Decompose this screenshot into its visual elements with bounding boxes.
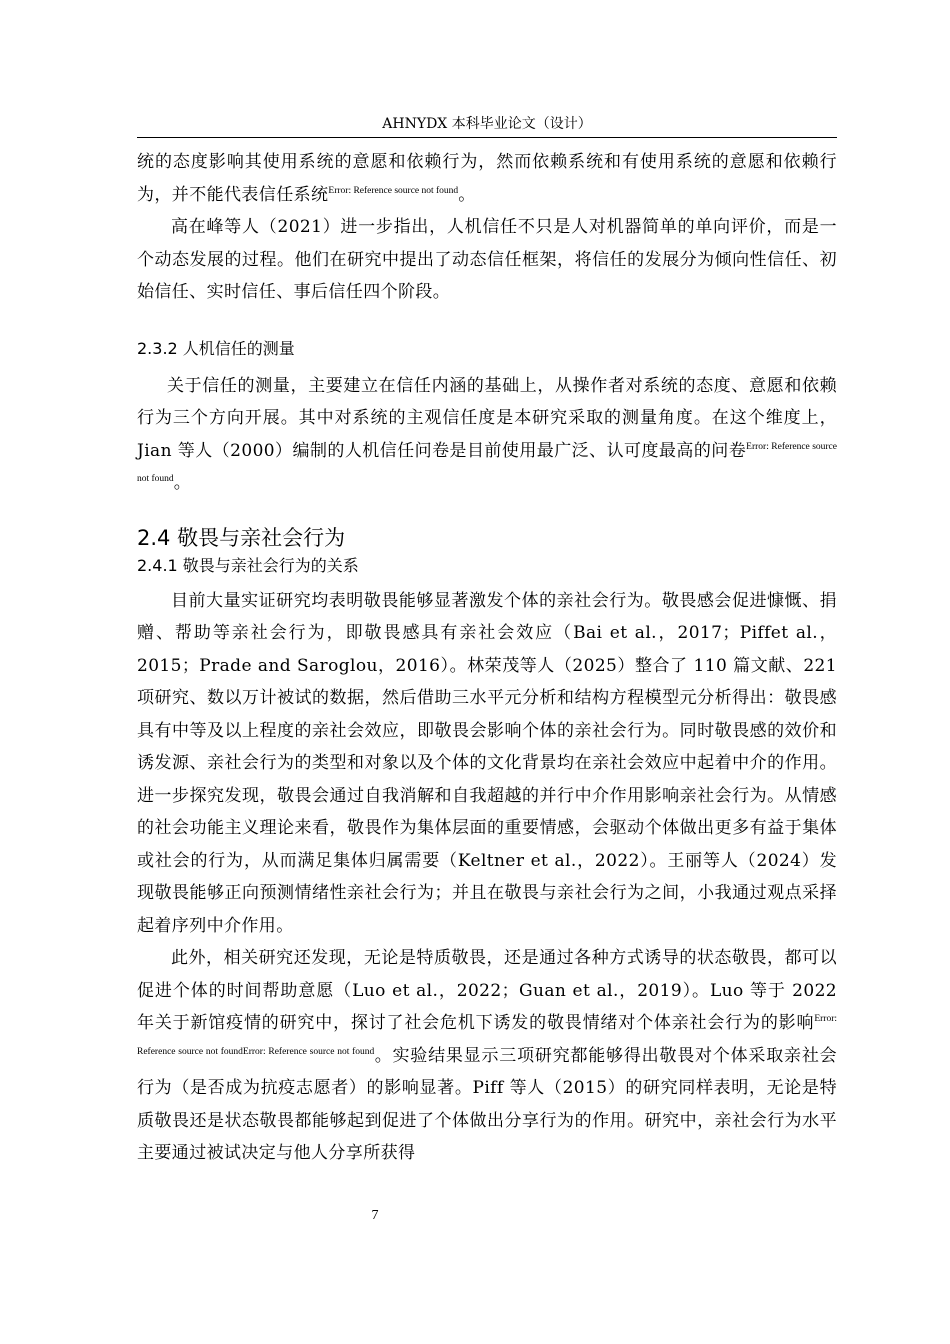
header-divider [137, 137, 837, 138]
paragraph-awe-helping [137, 942, 837, 1170]
heading-2-4-1: 2.4.1 敬畏与亲社会行为的关系 [137, 555, 359, 575]
reference-error: Error: Reference source not found [242, 1046, 375, 1057]
paragraph-tail: 。 [458, 184, 476, 205]
heading-2-3-2: 2.3.2 人机信任的测量 [137, 338, 295, 358]
page-header-title: AHNYDX 本科毕业论文（设计） [382, 116, 592, 132]
paragraph-tail: 。实验结果显示三项研究都能够得出敬畏对个体采取亲社会行为（是否成为抗疫志愿者）的影响显著。Piff 等人（2015）的研究同样表明，无论是特质敬畏还是状态敬畏都能够起到促进了个体做出分享行为的作用。研究中，亲社会行为水平主要通过被试决定与他人分享所获得 [137, 1045, 838, 1163]
heading-2-4: 2.4 敬畏与亲社会行为 [137, 525, 346, 550]
paragraph-tail: 。 [173, 473, 192, 493]
paragraph-text: 此外，相关研究还发现，无论是特质敬畏，还是通过各种方式诱导的状态敬畏，都可以促进个体的时间帮助意愿（Luo et al.，2022；Guan et al.，2019）。Luo 等于 2022 年关于新馆疫情的研究中，探讨了社会危机下诱发的敬畏情绪对个体亲社会行为的影响 [137, 948, 837, 1033]
paragraph-awe-prosocial: 目前大量实证研究均表明敬畏能够显著激发个体的亲社会行为。敬畏感会促进慷慨、捐赠、帮助等亲社会行为，即敬畏感具有亲社会效应（Bai et al.，2017；Piffet al.，2015；Prade and Saroglou，2016）。林荣茂等人（2025）整合了 110 篇文献、221 项研究、数以万计被试的数据，然后借助三水平元分析和结构方程模型元分析得出：敬畏感具有中等及以上程度的亲社会效应，即敬畏会影响个体的亲社会行为。同时敬畏感的效价和诱发源、亲社会行为的类型和对象以及个体的文化背景均在亲社会效应中起着中介的作用。进一步探究发现，敬畏会通过自我消解和自我超越的并行中介作用影响亲社会行为。从情感的社会功能主义理论来看，敬畏作为集体层面的重要情感，会驱动个体做出更多有益于集体或社会的行为，从而满足集体归属需要（Keltner et al.，2022）。王丽等人（2024）发现敬畏能够正向预测情绪性亲社会行为；并且在敬畏与亲社会行为之间，小我通过观点采择起着序列中介作用。 [137, 590, 838, 936]
reference-error: Error: Reference source not found [328, 185, 459, 196]
paragraph-text: 统的态度影响其使用系统的意愿和依赖行为，然而依赖系统和有使用系统的意愿和依赖行为，并不能代表信任系统 [137, 152, 837, 205]
paragraph-dynamic-trust: 高在峰等人（2021）进一步指出，人机信任不只是人对机器简单的单向评价，而是一个动态发展的过程。他们在研究中提出了动态信任框架，将信任的发展分为倾向性信任、初始信任、实时信任、事后信任四个阶段。 [137, 217, 837, 302]
paragraph-continuation [137, 146, 837, 211]
reference-error: Error: Reference source not found [137, 441, 837, 484]
paragraph-trust-measurement [137, 370, 837, 500]
reference-error: Error: Reference source not found [137, 1014, 837, 1057]
page-number: 7 [371, 1208, 379, 1223]
paragraph-text: 关于信任的测量，主要建立在信任内涵的基础上，从操作者对系统的态度、意愿和依赖行为三个方向开展。其中对系统的主观信任度是本研究采取的测量角度。在这个维度上，Jian 等人（2000）编制的人机信任问卷是目前使用最广泛、认可度最高的问卷 [137, 375, 837, 461]
document-body [137, 146, 837, 1170]
